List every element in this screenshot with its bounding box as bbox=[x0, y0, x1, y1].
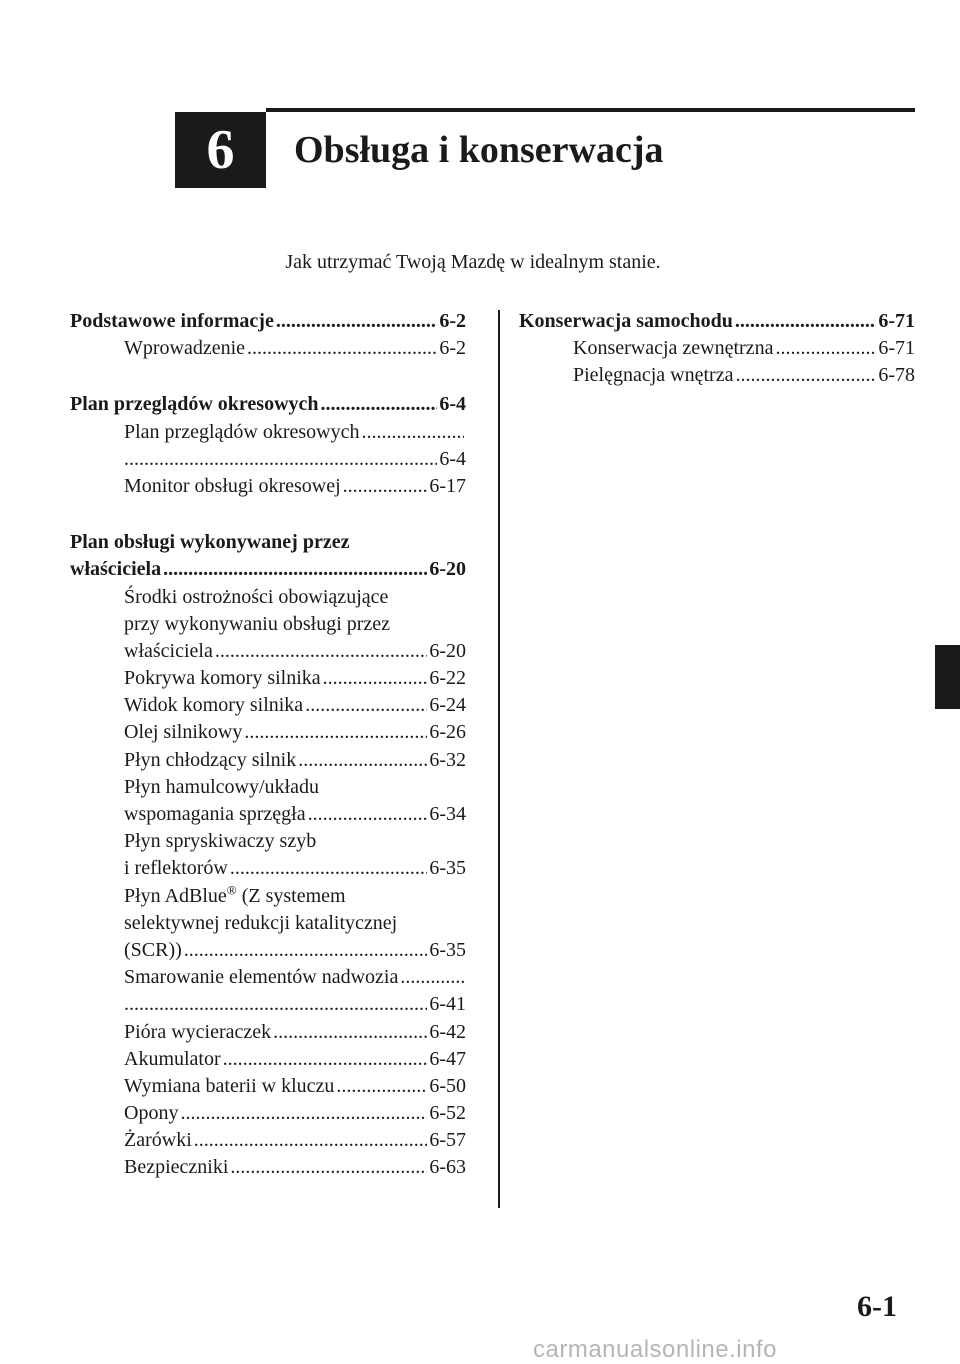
toc-entry[interactable]: Smarowanie elementów nadwozia ..... bbox=[70, 964, 466, 991]
toc-entry-continued[interactable]: i reflektorów ..... 6-35 bbox=[70, 855, 466, 882]
toc-entry[interactable]: Wymiana baterii w kluczu ..... 6-50 bbox=[70, 1073, 466, 1100]
chapter-subtitle: Jak utrzymać Twoją Mazdę w idealnym stanie. bbox=[285, 251, 661, 273]
page-number: 6-1 bbox=[857, 1290, 897, 1323]
toc-entry[interactable]: Plan przeglądów okresowych ..... bbox=[70, 419, 466, 446]
toc-entry[interactable]: Płyn hamulcowy/układu bbox=[124, 775, 319, 798]
toc-entry[interactable]: Płyn chłodzący silnik ..... 6-32 bbox=[70, 747, 466, 774]
toc-entry[interactable]: Pióra wycieraczek ..... 6-42 bbox=[70, 1019, 466, 1046]
toc-entry-continued[interactable]: ..... 6-41 bbox=[70, 991, 466, 1018]
toc-right-column bbox=[519, 308, 915, 390]
toc-section-entry[interactable]: Plan przeglądów okresowych ..... 6-4 bbox=[70, 391, 466, 418]
toc-entry-continued[interactable]: selektywnej redukcji katalitycznej bbox=[124, 911, 398, 934]
chapter-title: Obsługa i konserwacja bbox=[294, 129, 664, 171]
toc-entry[interactable]: Akumulator ..... 6-47 bbox=[70, 1046, 466, 1073]
toc-section-entry[interactable]: Konserwacja samochodu ..... 6-71 bbox=[519, 308, 915, 335]
toc-entry[interactable]: Płyn AdBlue® (Z systemem bbox=[124, 882, 346, 907]
toc-entry[interactable]: Pielęgnacja wnętrza ..... 6-78 bbox=[519, 362, 915, 389]
toc-entry[interactable]: Konserwacja zewnętrzna ..... 6-71 bbox=[519, 335, 915, 362]
toc-section-entry[interactable]: Plan obsługi wykonywanej przez bbox=[70, 531, 350, 554]
toc-entry[interactable]: Wprowadzenie ..... 6-2 bbox=[70, 335, 466, 362]
toc-entry-continued[interactable]: przy wykonywaniu obsługi przez bbox=[124, 612, 391, 635]
title-rule bbox=[266, 108, 915, 112]
watermark: carmanualsonline.info bbox=[533, 1336, 777, 1363]
toc-entry[interactable]: Widok komory silnika ..... 6-24 bbox=[70, 692, 466, 719]
toc-entry[interactable]: Płyn spryskiwaczy szyb bbox=[124, 830, 317, 853]
toc-entry-continued[interactable]: właściciela ..... 6-20 bbox=[70, 638, 466, 665]
toc-section-car-maintenance bbox=[519, 308, 915, 390]
toc-left-column bbox=[70, 308, 466, 1182]
chapter-number-box bbox=[175, 112, 266, 188]
toc-entry[interactable]: Olej silnikowy ..... 6-26 bbox=[70, 719, 466, 746]
toc-section-entry[interactable]: Podstawowe informacje ..... 6-2 bbox=[70, 308, 466, 335]
toc-entry[interactable]: Żarówki ..... 6-57 bbox=[70, 1127, 466, 1154]
toc-section-inspection-plan bbox=[70, 391, 466, 500]
chapter-number: 6 bbox=[206, 119, 235, 181]
toc-entry[interactable]: Pokrywa komory silnika ..... 6-22 bbox=[70, 665, 466, 692]
toc-entry-continued[interactable]: wspomagania sprzęgła ..... 6-34 bbox=[70, 801, 466, 828]
toc-section-entry-continued[interactable]: właściciela ..... 6-20 bbox=[70, 556, 466, 583]
toc-entry[interactable]: Środki ostrożności obowiązujące bbox=[124, 585, 389, 608]
toc-section-owner-maintenance bbox=[70, 529, 466, 1182]
toc-entry-continued[interactable]: ..... 6-4 bbox=[70, 446, 466, 473]
column-divider bbox=[498, 310, 500, 1208]
toc-entry-continued[interactable]: (SCR)) ..... 6-35 bbox=[70, 937, 466, 964]
toc-entry[interactable]: Opony ..... 6-52 bbox=[70, 1100, 466, 1127]
toc-section-basic-info bbox=[70, 308, 466, 362]
toc-entry[interactable]: Bezpieczniki ..... 6-63 bbox=[70, 1154, 466, 1181]
toc-entry[interactable]: Monitor obsługi okresowej ..... 6-17 bbox=[70, 473, 466, 500]
chapter-thumb-tab bbox=[935, 645, 960, 709]
registered-mark: ® bbox=[226, 882, 237, 897]
